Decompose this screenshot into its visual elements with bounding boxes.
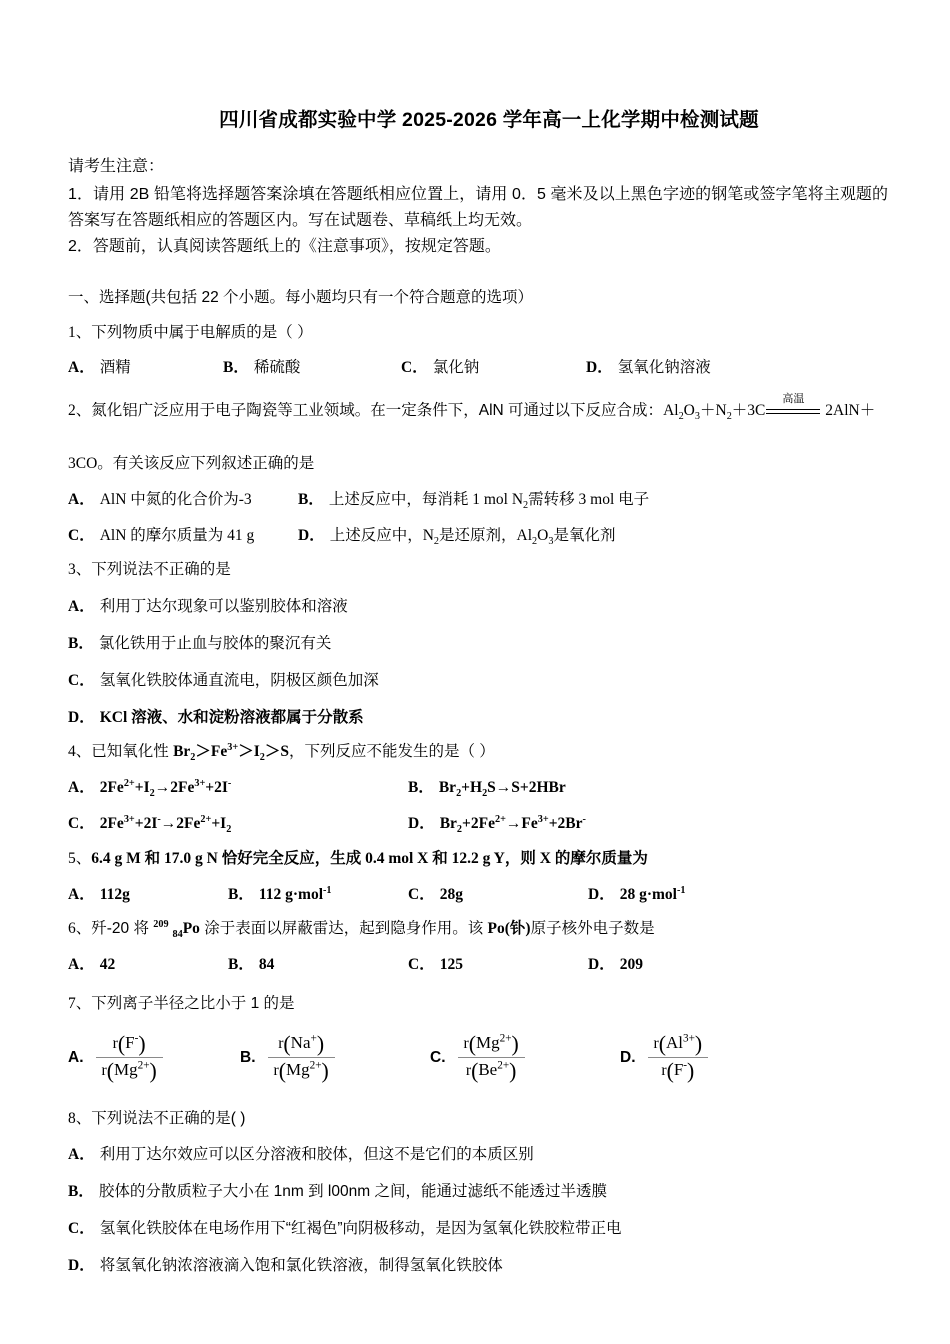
- option-label: A．: [68, 779, 95, 797]
- question-2-number: 2、: [68, 402, 92, 420]
- question-2-text: 氮化铝广泛应用于电子陶瓷等工业领域。在一定条件下，AlN 可通过以下反应合成：: [91, 402, 664, 420]
- option-label: B．: [68, 635, 94, 653]
- option-label: A．: [68, 1146, 95, 1164]
- question-2-stem-cont: [68, 452, 888, 477]
- option-label: C.: [430, 1048, 446, 1066]
- option-text: 利用丁达尔现象可以鉴别胶体和溶液: [99, 598, 348, 616]
- option-label: D．: [68, 1256, 95, 1274]
- option-text: 氢氧化铁胶体在电场作用下“红褐色”向阴极移动，是因为氢氧化铁胶粒带正电: [99, 1219, 622, 1237]
- option-text: AlN 中氮的化合价为-3: [99, 490, 252, 508]
- ratio-fraction: [648, 1031, 709, 1085]
- question-7-option-b[interactable]: [240, 1031, 430, 1085]
- fraction-denominator: $r(Mg^{2+})$: [101, 1059, 157, 1084]
- question-5-text: 6.4 g M 和 17.0 g N 恰好完全反应，生成 0.4 mol X 和 12.2 g Y，则 X 的摩尔质量为: [91, 849, 648, 867]
- option-text: 氢氧化铁胶体通直流电，阴极区颜色加深: [99, 671, 379, 689]
- option-text: 28g: [439, 885, 463, 903]
- question-2-option-c[interactable]: [68, 524, 298, 549]
- ratio-fraction: [268, 1031, 335, 1085]
- fraction-denominator: $r(Mg^{2+})$: [273, 1059, 329, 1084]
- ratio-fraction: [458, 1031, 525, 1085]
- question-5-option-a[interactable]: [68, 883, 228, 908]
- question-2-option-b[interactable]: [298, 488, 649, 513]
- section-heading: 一、选择题(共包括 22 个小题。每小题均只有一个符合题意的选项）: [68, 288, 534, 306]
- option-text: 上述反应中，$N_2$是还原剂，$Al_2O_3$是氧化剂: [329, 526, 616, 547]
- top-spacer: [68, 0, 888, 108]
- option-text: 125: [439, 956, 463, 974]
- fraction-denominator: r(F-): [661, 1059, 695, 1084]
- option-label: D.: [620, 1048, 636, 1066]
- question-2-stem: [68, 392, 888, 424]
- question-4-option-b[interactable]: [408, 776, 566, 801]
- question-7-text: 下列离子半径之比小于 1 的是: [91, 995, 295, 1012]
- arrow-bar-top: [766, 409, 820, 410]
- question-2-options-row-1: [68, 488, 888, 513]
- option-label: D．: [588, 956, 615, 974]
- question-6-options: [68, 953, 888, 978]
- option-label: B．: [68, 1183, 94, 1201]
- question-1-option-a[interactable]: [68, 356, 223, 381]
- question-7-options: [68, 1031, 888, 1085]
- question-4-text: 已知氧化性 $Br_2>Fe^{3+}>I_2>S$，下列反应不能发生的是（ ）: [91, 742, 495, 764]
- question-2-option-a[interactable]: [68, 488, 298, 513]
- option-label: D．: [586, 359, 613, 377]
- question-1-number: 1、: [68, 323, 92, 341]
- question-4-number: 4、: [68, 743, 92, 761]
- question-4-options-row-1: [68, 776, 888, 801]
- question-4-option-a[interactable]: [68, 776, 408, 801]
- question-1-stem: [68, 321, 888, 346]
- option-text: AlN 的摩尔质量为 41 g: [99, 526, 255, 544]
- question-3-stem: [68, 558, 888, 583]
- option-text: 酒精: [99, 359, 131, 377]
- fraction-numerator: $r(Al^{3+})$: [653, 1031, 703, 1056]
- question-8-option-a[interactable]: [68, 1143, 888, 1168]
- question-1-text: 下列物质中属于电解质的是（ ）: [91, 323, 313, 341]
- question-5-number: 5、: [68, 849, 92, 867]
- fraction-numerator: r(Na+): [278, 1031, 325, 1056]
- question-3-text: 下列说法不正确的是: [91, 561, 231, 579]
- option-label: B.: [240, 1048, 256, 1066]
- question-6-option-d[interactable]: [588, 953, 643, 978]
- option-text: $Br_2+H_2S\to S+2HBr$: [438, 779, 566, 800]
- option-label: B．: [298, 490, 324, 508]
- question-8-text: 下列说法不正确的是( ): [91, 1109, 246, 1127]
- question-7-option-a[interactable]: [68, 1031, 240, 1085]
- question-2-equation: $Al_2O_3+N_2+3C$ 高温 2AlN＋: [663, 392, 876, 423]
- option-label: A.: [68, 1048, 84, 1066]
- option-text: $2Fe^{3+}+2I^-\to 2Fe^{2+}+I_2$: [99, 813, 232, 836]
- page-title: 四川省成都实验中学 2025-2026 学年高一上化学期中检测试题: [219, 109, 759, 131]
- notice-line-2: 2．答题前，认真阅读答题纸上的《注意事项》，按规定答题。: [68, 237, 501, 255]
- option-text: 112g: [99, 885, 130, 903]
- option-text: $2Fe^{2+}+I_2\to 2Fe^{3+}+2I^-$: [99, 778, 232, 800]
- question-3-option-a[interactable]: [68, 595, 888, 620]
- question-5-option-b[interactable]: [228, 883, 408, 908]
- option-label: C．: [408, 885, 435, 903]
- question-2-option-d[interactable]: [298, 524, 615, 549]
- question-1-option-b[interactable]: [223, 356, 401, 381]
- option-text: 氢氧化钠溶液: [617, 359, 711, 377]
- question-8-stem: [68, 1107, 888, 1132]
- question-6-option-b[interactable]: [228, 953, 408, 978]
- option-label: A．: [68, 490, 95, 508]
- ratio-fraction: [96, 1031, 163, 1085]
- option-label: A．: [68, 885, 95, 903]
- option-label: B．: [228, 956, 254, 974]
- option-text: 上述反应中，每消耗 1 mol $N_2$需转移 3 mol 电子: [328, 490, 650, 511]
- option-label: A．: [68, 598, 95, 616]
- question-1-option-d[interactable]: [586, 356, 711, 381]
- option-label: C．: [408, 956, 435, 974]
- reaction-condition: 高温: [766, 400, 820, 416]
- question-2-text-cont: 3CO。有关该反应下列叙述正确的是: [68, 455, 315, 473]
- question-3-number: 3、: [68, 561, 92, 579]
- question-7-stem: [68, 992, 888, 1017]
- option-text: 氯化铁用于止血与胶体的聚沉有关: [98, 635, 332, 653]
- option-label: C．: [68, 671, 95, 689]
- question-5-stem: [68, 847, 888, 872]
- option-label: D．: [588, 885, 615, 903]
- question-5-option-c[interactable]: [408, 883, 588, 908]
- option-label: C．: [68, 815, 95, 833]
- question-7-option-c[interactable]: [430, 1031, 620, 1085]
- option-label: C．: [68, 526, 95, 544]
- option-text: 稀硫酸: [253, 359, 301, 377]
- option-text: 209: [619, 956, 643, 974]
- question-6-option-a[interactable]: [68, 953, 228, 978]
- option-label: B．: [223, 359, 249, 377]
- arrow-bar-bottom: [766, 413, 820, 414]
- option-label: B．: [408, 779, 434, 797]
- question-4-option-c[interactable]: [68, 812, 408, 837]
- option-label: D．: [408, 815, 435, 833]
- question-1-options: [68, 356, 888, 381]
- question-4-option-d[interactable]: [408, 812, 586, 837]
- option-text: 胶体的分散质粒子大小在 1nm 到 l00nm 之间，能通过滤纸不能透过半透膜: [98, 1183, 607, 1201]
- question-1-option-c[interactable]: [401, 356, 586, 381]
- option-label: D．: [68, 708, 95, 726]
- option-label: C．: [401, 359, 428, 377]
- question-5-options: [68, 883, 888, 908]
- question-4-options-row-2: [68, 812, 888, 837]
- question-8-option-d[interactable]: [68, 1254, 888, 1279]
- option-label: A．: [68, 359, 95, 377]
- option-label: D．: [298, 526, 325, 544]
- fraction-denominator: $r(Be^{2+})$: [465, 1059, 517, 1084]
- question-4-stem: [68, 740, 888, 765]
- question-3-option-c[interactable]: [68, 669, 888, 694]
- option-label: C．: [68, 1219, 95, 1237]
- option-text: 氯化钠: [432, 359, 480, 377]
- question-2-options-row-2: [68, 524, 888, 549]
- option-text: 42: [99, 956, 116, 974]
- question-8-option-c[interactable]: [68, 1217, 888, 1242]
- question-5-option-d[interactable]: [588, 883, 685, 908]
- question-6-stem: [68, 917, 888, 942]
- question-7-option-d[interactable]: [620, 1031, 780, 1085]
- option-text: 利用丁达尔效应可以区分溶液和胶体，但这不是它们的本质区别: [99, 1146, 534, 1164]
- question-6-number: 6、: [68, 920, 92, 938]
- option-text: 28 g·mol$^{-1}$: [619, 884, 686, 903]
- question-7-number: 7、: [68, 995, 92, 1012]
- option-text: $Br_2+2Fe^{2+}\to Fe^{3+}+2Br^-$: [439, 813, 586, 836]
- fraction-numerator: $r(Mg^{2+})$: [463, 1031, 519, 1056]
- option-label: A．: [68, 956, 95, 974]
- notice-line-1: 1．请用 2B 铅笔将选择题答案涂填在答题纸相应位置上，请用 0．5 毫米及以上黑色字迹的钢笔或签字笔将主观题的答案写在答题纸相应的答题区内。写在试题卷、草稿纸上均无效。: [68, 186, 888, 230]
- notice-heading: 请考生注意：: [68, 158, 165, 176]
- option-label: B．: [228, 885, 254, 903]
- question-8-option-b[interactable]: [68, 1180, 888, 1205]
- question-3-option-b[interactable]: [68, 632, 888, 657]
- question-6-option-c[interactable]: [408, 953, 588, 978]
- option-text: 112 g·mol$^{-1}$: [258, 884, 332, 903]
- option-text: 84: [258, 956, 275, 974]
- isotope-notation: $^{209}$ $_{84}$Po: [153, 919, 200, 941]
- question-6-text: 歼-20 将 $^{209}$ $_{84}$Po 涂于表面以屏蔽雷达，起到隐身作用。该 Po(钋)原子核外电子数是: [91, 919, 655, 941]
- option-text: KCl 溶液、水和淀粉溶液都属于分散系: [99, 708, 364, 726]
- option-text: 将氢氧化钠浓溶液滴入饱和氯化铁溶液，制得氢氧化铁胶体: [99, 1256, 503, 1274]
- question-3-option-d[interactable]: [68, 706, 888, 731]
- fraction-numerator: r(F-): [112, 1031, 146, 1056]
- question-8-number: 8、: [68, 1109, 92, 1127]
